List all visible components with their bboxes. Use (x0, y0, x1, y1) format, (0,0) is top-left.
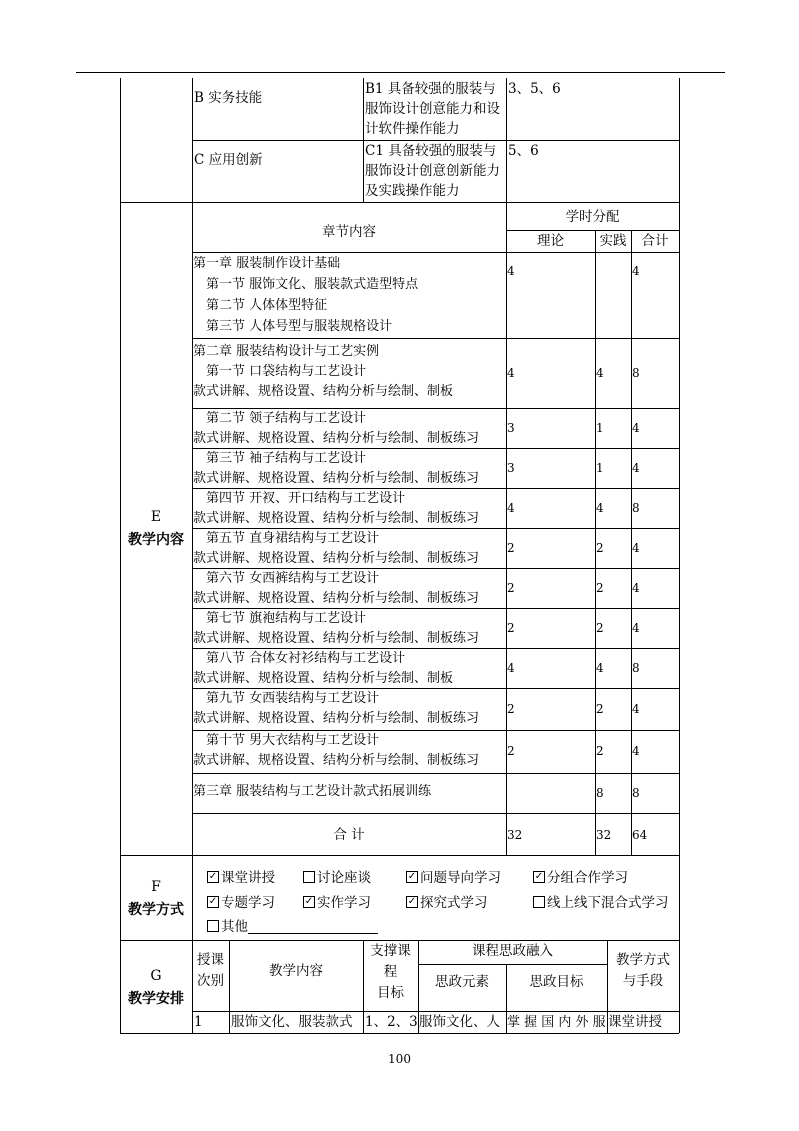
hours-practice: 2 (596, 620, 604, 635)
hours-total: 4 (632, 420, 640, 435)
hours-total: 4 (632, 701, 640, 716)
sum-total: 64 (632, 828, 648, 842)
checked-checkbox-icon[interactable] (406, 896, 418, 908)
header-practice: 实践 (599, 233, 627, 249)
teaching-method-option[interactable] (303, 893, 371, 914)
hours-total: 4 (632, 580, 640, 595)
hours-total: 4 (632, 540, 640, 555)
chapter-line: 款式讲解、规格设置、结构分析与绘制、制板练习 (193, 431, 480, 446)
chapter-line: 款式讲解、规格设置、结构分析与绘制、制板练习 (193, 631, 480, 646)
hours-theory: 4 (507, 264, 515, 278)
row-method: 课堂讲授 (608, 1014, 662, 1030)
option-label: 探究式学习 (420, 895, 488, 911)
hours-total: 4 (632, 744, 640, 758)
option-label: 实作学习 (317, 895, 371, 911)
ability-description: 服饰设计创意创新能力 (365, 163, 500, 179)
checked-checkbox-icon[interactable] (207, 896, 219, 908)
chapter-line: 第一节 口袋结构与工艺设计 (193, 364, 367, 379)
option-label: 专题学习 (221, 895, 275, 911)
hours-total: 8 (632, 785, 640, 800)
option-label: 其他 (221, 919, 248, 935)
header-support-goals: 程 (383, 964, 398, 980)
header-ideology: 课程思政融入 (472, 943, 553, 959)
checked-checkbox-icon[interactable] (303, 896, 315, 908)
chapter-line: 第一章 服装制作设计基础 (193, 256, 341, 271)
header-order: 授课 (197, 952, 224, 968)
hours-practice: 1 (596, 460, 604, 475)
hours-theory: 4 (507, 500, 515, 515)
hours-total: 8 (632, 365, 640, 380)
row-goal: 掌 握 国 内 外 服 (507, 1015, 606, 1030)
table-border (192, 773, 679, 774)
hours-total: 4 (632, 620, 640, 635)
page-number: 100 (388, 1052, 411, 1066)
hours-practice: 2 (596, 580, 604, 595)
teaching-method-option[interactable] (533, 868, 628, 889)
table-border (506, 78, 507, 202)
hours-practice: 8 (596, 785, 604, 800)
hours-total: 4 (632, 264, 640, 278)
section-f-title: 教学方式 (128, 902, 184, 918)
checked-checkbox-icon[interactable] (406, 871, 418, 883)
hours-theory: 3 (507, 460, 515, 475)
table-border (418, 964, 607, 965)
hours-practice: 4 (596, 365, 604, 380)
sum-practice: 32 (596, 828, 612, 842)
option-label: 讨论座谈 (317, 870, 371, 886)
header-method: 教学方式 (616, 952, 670, 968)
chapter-line: 款式讲解、规格设置、结构分析与绘制、制板练习 (193, 753, 480, 768)
teaching-method-option[interactable] (303, 868, 371, 889)
hours-theory: 4 (507, 365, 515, 380)
sum-label: 合 计 (333, 827, 365, 843)
checked-checkbox-icon[interactable] (207, 871, 219, 883)
chapter-line: 第七节 旗袍结构与工艺设计 (193, 611, 367, 626)
hours-theory: 2 (507, 701, 515, 716)
teaching-method-option[interactable] (406, 868, 501, 889)
ability-goals: 5、6 (508, 143, 539, 159)
teaching-method-option[interactable] (406, 893, 488, 914)
chapter-line: 第三节 袖子结构与工艺设计 (193, 451, 367, 466)
row-element: 服饰文化、人 (419, 1014, 500, 1030)
chapter-line: 第三节 人体号型与服装规格设计 (193, 319, 393, 334)
chapter-line: 第一节 服饰文化、服装款式造型特点 (193, 277, 419, 292)
header-ideology-element: 思政元素 (435, 974, 489, 990)
chapter-line: 第三章 服装结构与工艺设计款式拓展训练 (193, 784, 432, 799)
row-order: 1 (194, 1014, 203, 1030)
chapter-line: 款式讲解、规格设置、结构分析与绘制、制板练习 (193, 551, 480, 566)
chapter-line: 款式讲解、规格设置、结构分析与绘制、制板练习 (193, 711, 480, 726)
chapter-line: 款式讲解、规格设置、结构分析与绘制、制板 (193, 384, 454, 399)
other-fill-line[interactable] (248, 919, 378, 934)
chapter-line: 第五节 直身裙结构与工艺设计 (193, 531, 380, 546)
chapter-line: 第十节 男大衣结构与工艺设计 (193, 733, 380, 748)
header-total: 合计 (641, 233, 669, 249)
hours-practice: 4 (596, 660, 604, 675)
hours-practice: 2 (596, 744, 604, 758)
header-hours: 学时分配 (565, 209, 620, 225)
ability-description: 服饰设计创意能力和设 (365, 101, 500, 117)
header-support-goals: 支撑课 (370, 943, 411, 959)
table-left-border (120, 78, 121, 1033)
section-e-title: 教学内容 (128, 532, 184, 548)
teaching-method-option[interactable] (207, 893, 275, 914)
header-teaching-content: 教学内容 (269, 963, 323, 979)
header-ideology-goal: 思政目标 (529, 974, 584, 990)
section-g-letter: G (150, 968, 162, 984)
option-label: 课堂讲授 (221, 870, 275, 886)
ability-category: B 实务技能 (194, 90, 263, 106)
hours-practice: 2 (596, 540, 604, 555)
header-support-goals: 目标 (377, 985, 404, 1001)
chapter-line: 款式讲解、规格设置、结构分析与绘制、制板练习 (193, 591, 480, 606)
hours-theory: 3 (507, 420, 515, 435)
chapter-line: 第九节 女西装结构与工艺设计 (193, 691, 380, 706)
table-border (192, 338, 679, 339)
header-rule (76, 72, 725, 73)
hours-theory: 4 (507, 660, 515, 675)
hours-theory: 2 (507, 540, 515, 555)
hours-theory: 2 (507, 744, 515, 758)
section-g-title: 教学安排 (128, 991, 184, 1007)
sum-theory: 32 (507, 828, 523, 842)
header-theory: 理论 (537, 233, 564, 249)
section-e-letter: E (150, 509, 162, 525)
chapter-line: 第二节 领子结构与工艺设计 (193, 411, 367, 426)
checkbox-icon[interactable] (207, 920, 219, 932)
chapter-line: 第六节 女西裤结构与工艺设计 (193, 571, 380, 586)
option-label: 问题导向学习 (420, 870, 501, 886)
chapter-line: 第二节 人体体型特征 (193, 298, 328, 313)
ability-description: B1 具备较强的服装与 (365, 81, 496, 97)
chapter-line: 第四节 开衩、开口结构与工艺设计 (193, 491, 406, 506)
hours-practice: 2 (596, 701, 604, 716)
checked-checkbox-icon[interactable] (533, 871, 545, 883)
teaching-method-option[interactable] (207, 917, 378, 938)
hours-theory: 2 (507, 620, 515, 635)
ability-category: C 应用创新 (194, 152, 263, 168)
header-order: 次别 (197, 973, 224, 989)
table-border (192, 813, 679, 814)
hours-total: 8 (632, 660, 640, 675)
hours-theory: 2 (507, 580, 515, 595)
option-label: 分组合作学习 (547, 870, 628, 886)
header-chapter-content: 章节内容 (322, 224, 376, 240)
label-column-border (192, 78, 193, 1033)
hours-total: 8 (632, 500, 640, 515)
chapter-line: 第二章 服装结构设计与工艺实例 (193, 344, 380, 359)
chapter-line: 款式讲解、规格设置、结构分析与绘制、制板 (193, 671, 454, 686)
ability-goals: 3、5、6 (508, 81, 561, 97)
hours-total: 4 (632, 460, 640, 475)
table-bottom-border (120, 1033, 679, 1034)
option-label: 线上线下混合式学习 (547, 895, 669, 911)
row-support: 1、2、3 (365, 1014, 418, 1030)
checkbox-icon[interactable] (533, 896, 545, 908)
teaching-method-option[interactable] (207, 868, 275, 889)
ability-description: 及实践操作能力 (365, 183, 460, 199)
table-border (363, 78, 364, 202)
checkbox-icon[interactable] (303, 871, 315, 883)
chapter-line: 第八节 合体女衬衫结构与工艺设计 (193, 651, 406, 666)
table-right-border (679, 78, 680, 1033)
header-method: 与手段 (622, 973, 664, 989)
ability-description: C1 具备较强的服装与 (365, 143, 497, 159)
section-f-letter: F (151, 879, 161, 895)
ability-description: 计软件操作能力 (365, 121, 460, 137)
teaching-method-option[interactable] (533, 893, 669, 914)
chapter-line: 款式讲解、规格设置、结构分析与绘制、制板练习 (193, 471, 480, 486)
hours-practice: 4 (596, 500, 604, 515)
chapter-line: 款式讲解、规格设置、结构分析与绘制、制板练习 (193, 511, 480, 526)
row-content: 服饰文化、服装款式 (231, 1014, 353, 1030)
hours-practice: 1 (596, 420, 604, 435)
